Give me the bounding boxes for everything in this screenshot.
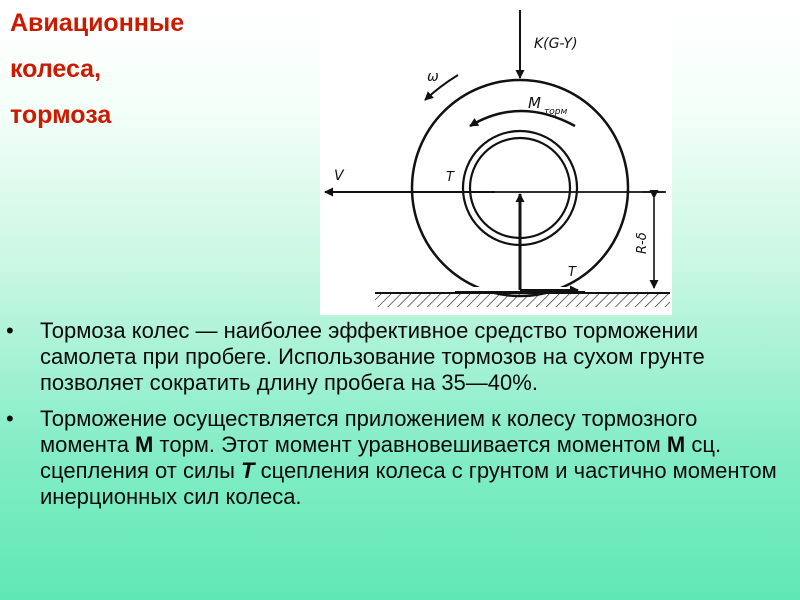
bullet-list xyxy=(40,318,785,520)
title-line-3: тормоза xyxy=(10,101,112,129)
moment-subscript: торм xyxy=(544,107,568,117)
ground-t-label: T xyxy=(568,265,576,280)
bullet-2 xyxy=(40,406,785,510)
slide-title xyxy=(10,0,184,138)
bullet-2-text-a: Торможение осуществляется приложением к колесу тормозного момента xyxy=(40,406,698,457)
bullet-2-text-d: сцепления колеса с грунтом и частично моментом инерционных сил колеса. xyxy=(40,458,777,509)
moment-symbol-2: М xyxy=(666,432,686,457)
load-label: K(G-Y) xyxy=(534,36,578,52)
bullet-2-text-b: торм. Этот момент уравновешивается моментом xyxy=(153,432,667,457)
bullet-1-text: Тормоза колес — наиболее эффективное средство торможении самолета при пробеге. Использование тормозов на сухом грунте позволяет сократить длину пробега на 35—40%. xyxy=(40,318,705,395)
moment-symbol-1: М xyxy=(135,432,154,457)
force-symbol-t: Т xyxy=(241,458,255,483)
moment-label: M xyxy=(528,94,541,112)
velocity-label: V xyxy=(334,168,344,184)
title-line-1: Авиационные xyxy=(10,9,185,37)
wheel-diagram-svg xyxy=(320,8,672,315)
axle-t-label: T xyxy=(446,170,454,185)
omega-label: ω xyxy=(427,69,439,85)
title-line-2: колеса, xyxy=(10,55,102,83)
bullet-1 xyxy=(40,318,785,396)
wheel-braking-diagram xyxy=(320,8,672,315)
radius-label: R-δ xyxy=(635,232,650,254)
bullet-2-text-c: сц. сцепления от силы xyxy=(40,432,722,483)
